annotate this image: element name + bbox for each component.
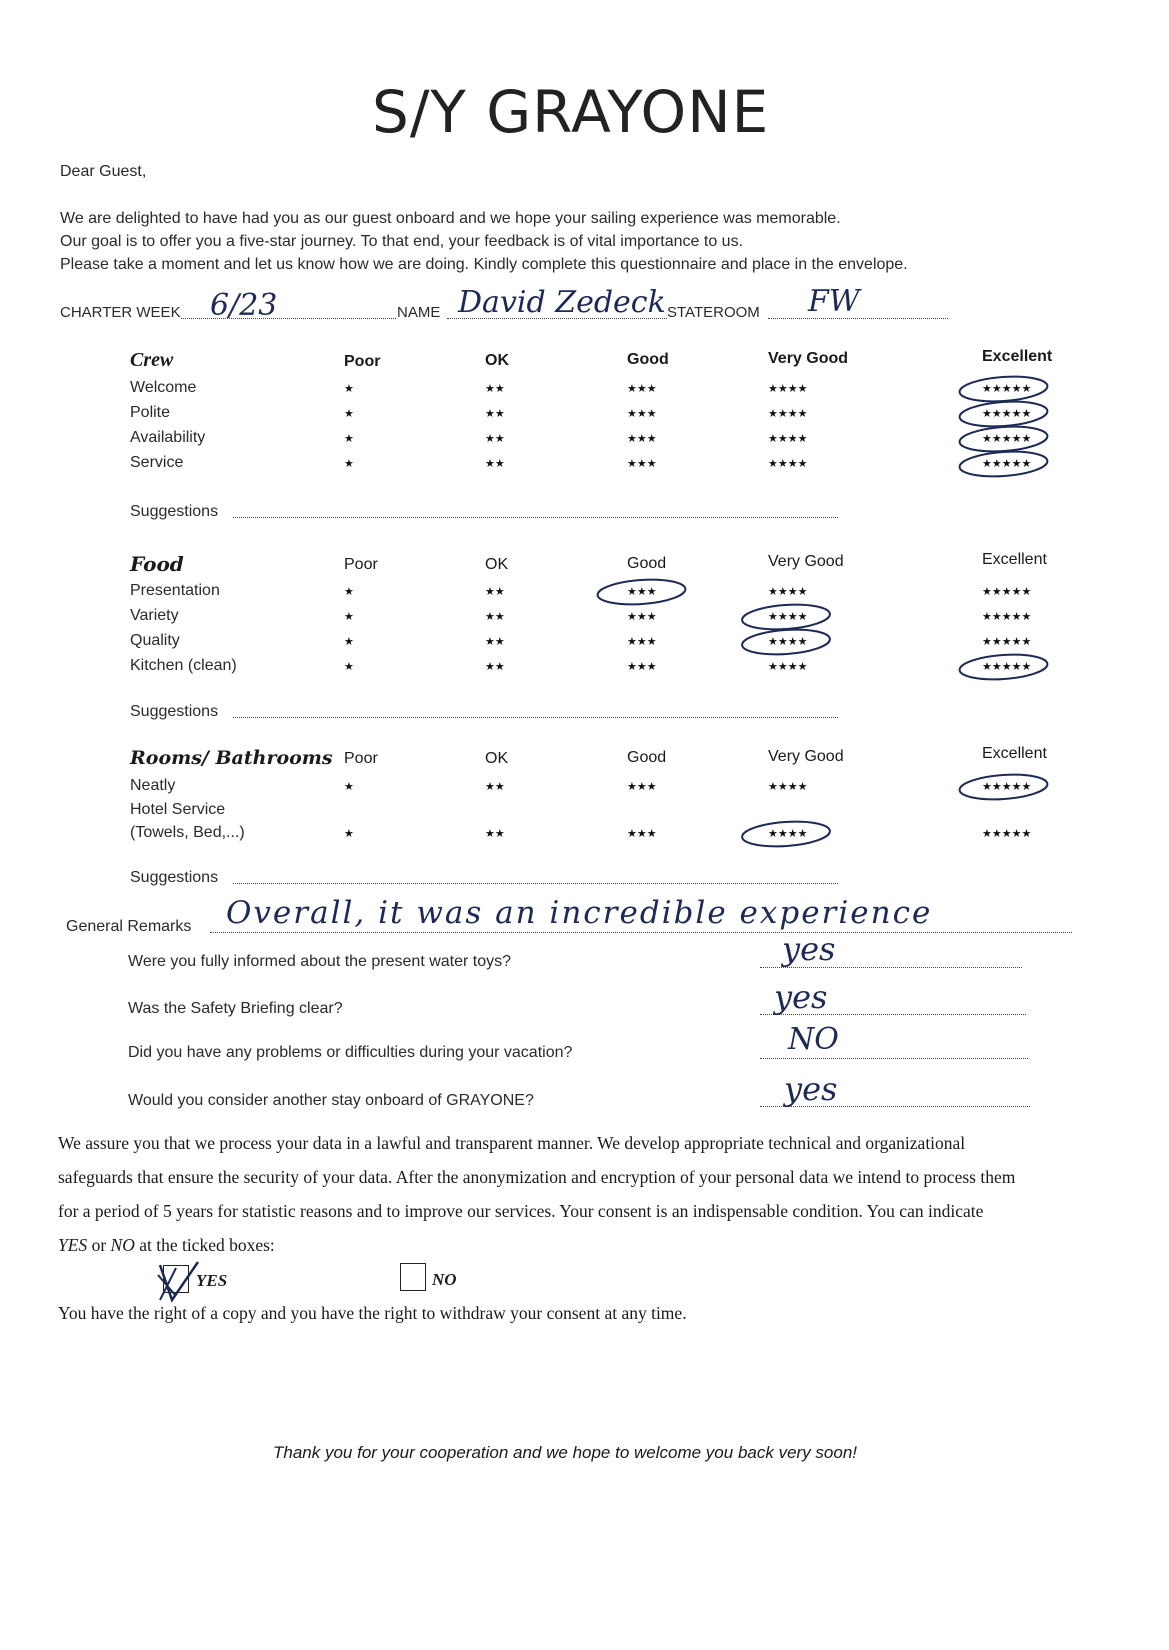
question-safety-briefing: Was the Safety Briefing clear?: [128, 1000, 343, 1017]
answer-water-toys[interactable]: yes: [782, 930, 836, 968]
crew-row2-rating-4-stars[interactable]: ★★★★: [768, 408, 808, 420]
crew-suggestions-input[interactable]: [233, 517, 838, 518]
crew-row1-rating-3-stars[interactable]: ★★★: [627, 383, 657, 395]
rooms-row1-rating-2-stars[interactable]: ★★: [485, 781, 505, 793]
food-row-variety: Variety: [130, 607, 179, 624]
food-col-excellent: Excellent: [982, 551, 1047, 568]
food-row1-rating-4-stars[interactable]: ★★★★: [768, 586, 808, 598]
rooms-col-good: Good: [627, 749, 667, 766]
privacy-yes-word: YES: [58, 1235, 88, 1255]
food-row4-rating-5-stars[interactable]: ★★★★★: [982, 661, 1032, 673]
food-row3-rating-4-stars[interactable]: ★★★★: [768, 636, 808, 648]
crew-col-good: Good: [627, 351, 669, 368]
crew-row3-rating-1-stars[interactable]: ★: [344, 433, 354, 445]
privacy-no-word: NO: [110, 1235, 135, 1255]
crew-row1-rating-4-stars[interactable]: ★★★★: [768, 383, 808, 395]
food-row3-rating-5-stars[interactable]: ★★★★★: [982, 636, 1032, 648]
crew-row3-rating-5-stars[interactable]: ★★★★★: [982, 433, 1032, 445]
crew-col-excellent: Excellent: [982, 348, 1053, 365]
food-row1-rating-2-stars[interactable]: ★★: [485, 586, 505, 598]
privacy-line-4-rest: at the ticked boxes:: [134, 1235, 275, 1255]
rooms-col-very-good: Very Good: [768, 748, 844, 765]
crew-col-very-good: Very Good: [768, 350, 849, 367]
rooms-row-hotel-service-sub: (Towels, Bed,...): [130, 824, 245, 841]
consent-no-label: NO: [432, 1270, 457, 1289]
name-input[interactable]: David Zedeck: [458, 285, 666, 320]
food-col-good: Good: [627, 555, 667, 572]
crew-row4-rating-5-stars[interactable]: ★★★★★: [982, 458, 1032, 470]
crew-row3-rating-4-stars[interactable]: ★★★★: [768, 433, 808, 445]
rooms-col-poor: Poor: [344, 750, 378, 767]
rooms-row1-rating-3-stars[interactable]: ★★★: [627, 781, 657, 793]
food-row3-rating-2-stars[interactable]: ★★: [485, 636, 505, 648]
footer-thanks: Thank you for your cooperation and we hope to welcome you back very soon!: [273, 1443, 858, 1462]
crew-row3-rating-3-stars[interactable]: ★★★: [627, 433, 657, 445]
food-row2-rating-4-stars[interactable]: ★★★★: [768, 611, 808, 623]
food-row-kitchen: Kitchen (clean): [130, 657, 237, 674]
food-row4-rating-3-stars[interactable]: ★★★: [627, 661, 657, 673]
food-row2-rating-1-stars[interactable]: ★: [344, 611, 354, 623]
rooms-row-neatly: Neatly: [130, 777, 176, 794]
food-row4-rating-2-stars[interactable]: ★★: [485, 661, 505, 673]
charter-week-label: CHARTER WEEK: [60, 304, 181, 321]
food-col-very-good: Very Good: [768, 553, 844, 570]
privacy-or-word: or: [87, 1235, 111, 1255]
rooms-row1-rating-4-stars[interactable]: ★★★★: [768, 781, 808, 793]
food-row4-rating-4-stars[interactable]: ★★★★: [768, 661, 808, 673]
greeting: Dear Guest,: [60, 163, 147, 180]
crew-row1-rating-2-stars[interactable]: ★★: [485, 383, 505, 395]
crew-row3-rating-2-stars[interactable]: ★★: [485, 433, 505, 445]
intro-line-1: We are delighted to have had you as our guest onboard and we hope your sailing experience was memorable.: [60, 210, 841, 227]
food-suggestions-input[interactable]: [233, 717, 838, 718]
food-row2-rating-5-stars[interactable]: ★★★★★: [982, 611, 1032, 623]
crew-row-availability: Availability: [130, 429, 206, 446]
rooms-row2-rating-5-stars[interactable]: ★★★★★: [982, 828, 1032, 840]
food-row3-rating-3-stars[interactable]: ★★★: [627, 636, 657, 648]
stateroom-input[interactable]: FW: [808, 284, 860, 319]
food-row2-rating-3-stars[interactable]: ★★★: [627, 611, 657, 623]
rooms-row2-rating-4-stars[interactable]: ★★★★: [768, 828, 808, 840]
question-problems: Did you have any problems or difficulties during your vacation?: [128, 1044, 573, 1061]
crew-row2-rating-5-stars[interactable]: ★★★★★: [982, 408, 1032, 420]
rooms-row1-rating-1-stars[interactable]: ★: [344, 781, 354, 793]
food-row1-rating-3-stars[interactable]: ★★★: [627, 586, 657, 598]
crew-row4-rating-1-stars[interactable]: ★: [344, 458, 354, 470]
rooms-section-title: Rooms/ Bathrooms: [130, 747, 333, 769]
privacy-line-3: for a period of 5 years for statistic reasons and to improve our services. Your consent is an indispensable condition. You can indicate: [58, 1201, 984, 1221]
crew-row4-rating-2-stars[interactable]: ★★: [485, 458, 505, 470]
privacy-rights: You have the right of a copy and you have the right to withdraw your consent at any time.: [58, 1303, 687, 1323]
consent-yes-label: YES: [196, 1271, 228, 1290]
stateroom-label: STATEROOM: [667, 304, 760, 321]
food-row3-rating-1-stars[interactable]: ★: [344, 636, 354, 648]
crew-row4-rating-4-stars[interactable]: ★★★★: [768, 458, 808, 470]
crew-row4-rating-3-stars[interactable]: ★★★: [627, 458, 657, 470]
answer-safety-briefing[interactable]: yes: [774, 978, 828, 1016]
consent-yes-checkbox[interactable]: [163, 1265, 189, 1293]
rooms-col-excellent: Excellent: [982, 745, 1047, 762]
intro-line-3: Please take a moment and let us know how we are doing. Kindly complete this questionnaire and place in the envelope.: [60, 256, 908, 273]
food-section-title: Food: [130, 552, 184, 576]
rooms-col-ok: OK: [485, 750, 509, 767]
food-col-poor: Poor: [344, 556, 378, 573]
crew-suggestions-label: Suggestions: [130, 503, 219, 520]
rooms-row2-rating-1-stars[interactable]: ★: [344, 828, 354, 840]
crew-row2-rating-2-stars[interactable]: ★★: [485, 408, 505, 420]
answer-another-stay[interactable]: yes: [784, 1070, 838, 1108]
crew-row-welcome: Welcome: [130, 379, 197, 396]
general-remarks-label: General Remarks: [66, 918, 192, 935]
crew-row2-rating-1-stars[interactable]: ★: [344, 408, 354, 420]
general-remarks-line: [210, 932, 1072, 933]
consent-no-checkbox[interactable]: [400, 1263, 426, 1291]
privacy-line-4: [58, 1235, 275, 1256]
answer-line-problems: [760, 1058, 1028, 1059]
rooms-suggestions-label: Suggestions: [130, 869, 219, 886]
food-suggestions-label: Suggestions: [130, 703, 219, 720]
crew-section-title: Crew: [130, 349, 174, 371]
name-label: NAME: [397, 304, 441, 321]
food-col-ok: OK: [485, 556, 509, 573]
crew-row1-rating-5-stars[interactable]: ★★★★★: [982, 383, 1032, 395]
crew-row1-rating-1-stars[interactable]: ★: [344, 383, 354, 395]
food-row1-rating-5-stars[interactable]: ★★★★★: [982, 586, 1032, 598]
crew-row-polite: Polite: [130, 404, 171, 421]
rooms-row-hotel-service: Hotel Service: [130, 801, 226, 818]
privacy-line-1: We assure you that we process your data in a lawful and transparent manner. We develop appropriate technical and organizational: [58, 1133, 966, 1153]
answer-problems[interactable]: NO: [788, 1022, 839, 1057]
food-row2-rating-2-stars[interactable]: ★★: [485, 611, 505, 623]
rooms-row2-rating-3-stars[interactable]: ★★★: [627, 828, 657, 840]
question-another-stay: Would you consider another stay onboard of GRAYONE?: [128, 1092, 534, 1109]
crew-col-poor: Poor: [344, 353, 381, 370]
charter-week-input[interactable]: 6/23: [210, 288, 278, 323]
question-water-toys: Were you fully informed about the present water toys?: [128, 953, 512, 970]
intro-line-2: Our goal is to offer you a five-star journey. To that end, your feedback is of vital importance to us.: [60, 233, 744, 250]
food-row-presentation: Presentation: [130, 582, 220, 599]
rooms-row2-rating-2-stars[interactable]: ★★: [485, 828, 505, 840]
privacy-line-2: safeguards that ensure the security of your data. After the anonymization and encryption of your personal data we intend to process them: [58, 1167, 1016, 1187]
rooms-suggestions-input[interactable]: [233, 883, 838, 884]
food-row-quality: Quality: [130, 632, 180, 649]
food-row1-rating-1-stars[interactable]: ★: [344, 586, 354, 598]
page-title: S/Y GRAYONE: [372, 78, 770, 146]
food-row4-rating-1-stars[interactable]: ★: [344, 661, 354, 673]
crew-col-ok: OK: [485, 352, 509, 369]
rooms-row1-rating-5-stars[interactable]: ★★★★★: [982, 781, 1032, 793]
crew-row2-rating-3-stars[interactable]: ★★★: [627, 408, 657, 420]
crew-row-service: Service: [130, 454, 184, 471]
general-remarks-input[interactable]: Overall, it was an incredible experience: [226, 895, 933, 931]
